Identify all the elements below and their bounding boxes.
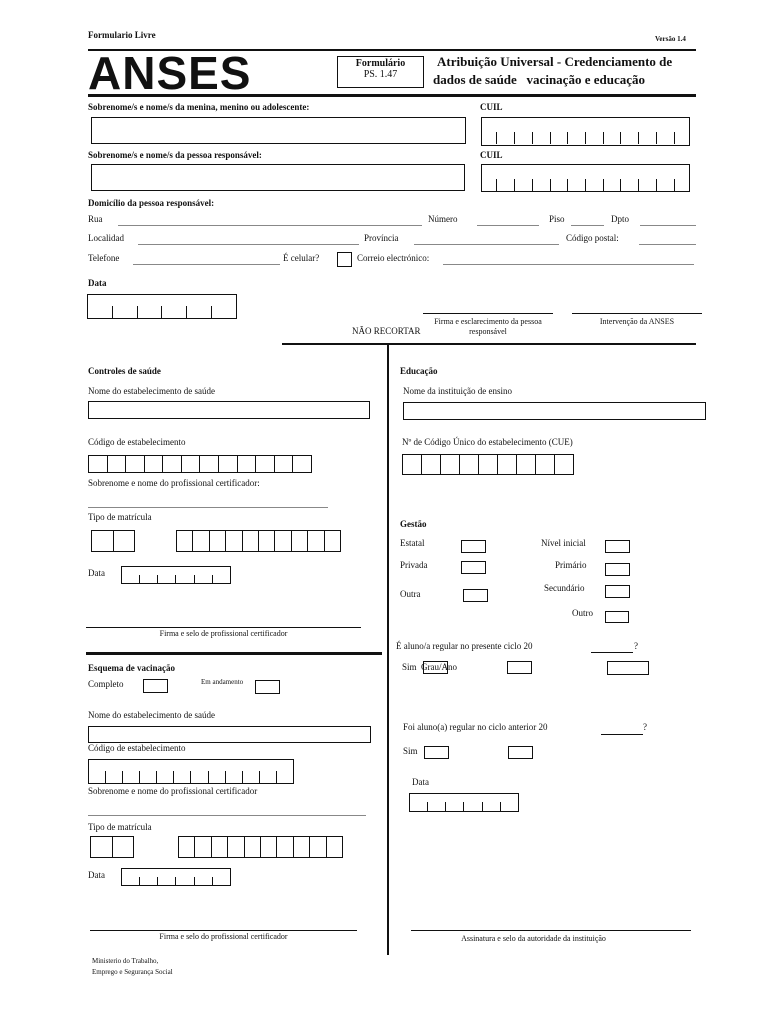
anses-logo: ANSES: [88, 47, 252, 99]
address-label: Domicílio da pessoa responsável:: [88, 198, 215, 208]
celular-checkbox[interactable]: [337, 252, 352, 267]
sim2-checkbox[interactable]: [424, 746, 449, 759]
education-cue-field[interactable]: [402, 454, 574, 475]
date-field-top[interactable]: [87, 294, 237, 319]
telefone-label: Telefone: [88, 253, 120, 263]
dpto-label: Dpto: [611, 214, 629, 224]
piso-field[interactable]: [571, 225, 604, 226]
health-matricula-type-field[interactable]: [91, 530, 135, 552]
celular-label: É celular?: [283, 253, 320, 263]
aluno-regular-label: É aluno/a regular no presente ciclo 20: [396, 641, 533, 651]
numero-label: Número: [428, 214, 458, 224]
vaccine-matricula-type-field[interactable]: [90, 836, 134, 858]
column-divider: [387, 345, 389, 955]
vaccine-sign-line: [90, 930, 357, 931]
localidad-label: Localidad: [88, 233, 124, 243]
numero-field[interactable]: [477, 225, 539, 226]
form-code: PS. 1.47: [363, 69, 398, 80]
responsible-cuil-field[interactable]: [481, 164, 690, 192]
correio-label: Correio electrónico:: [357, 253, 430, 263]
education-inst-name-field[interactable]: [403, 402, 706, 420]
cuil-ticks: [482, 132, 689, 145]
footer-line2: Emprego e Segurança Social: [92, 968, 173, 976]
provincia-label: Província: [364, 233, 399, 243]
form-label: Formulário: [355, 58, 406, 69]
q-mark-1: ?: [634, 641, 638, 651]
vaccine-code-ticks: [89, 771, 293, 784]
vaccine-andamento-checkbox[interactable]: [255, 680, 280, 694]
education-date-field[interactable]: [409, 793, 519, 812]
cut-line: [282, 343, 696, 345]
nivel-inicial-label: Nível inicial: [541, 538, 586, 548]
health-estab-name-label: Nome do estabelecimento de saúde: [88, 386, 215, 396]
responsible-name-field[interactable]: [91, 164, 465, 191]
child-name-field[interactable]: [91, 117, 466, 144]
education-inst-name-label: Nome da instituição de ensino: [403, 386, 512, 396]
ciclo-anterior-year-field[interactable]: [601, 734, 643, 735]
health-estab-code-field[interactable]: [88, 455, 312, 473]
health-tipo-matricula-label: Tipo de matrícula: [88, 512, 152, 522]
vaccine-prof-name-label: Sobrenome e nome do profissional certificador: [88, 786, 258, 796]
cuil-label: CUIL: [480, 102, 503, 112]
outro-label: Outro: [572, 608, 593, 618]
footer-ministry: [92, 956, 173, 978]
education-sign-line: [411, 930, 691, 931]
vaccine-tipo-matricula-label: Tipo de matrícula: [88, 822, 152, 832]
vaccine-data-label: Data: [88, 870, 105, 880]
codigo-postal-label: Código postal:: [566, 233, 619, 243]
health-prof-name-label: Sobrenome e nome do profissional certificador:: [88, 478, 260, 488]
dpto-field[interactable]: [640, 225, 696, 226]
cuil2-ticks: [482, 179, 689, 192]
vaccine-date-ticks: [122, 877, 230, 886]
secundario-checkbox[interactable]: [605, 585, 630, 598]
estatal-checkbox[interactable]: [461, 540, 486, 553]
foi-aluno-label: Foi aluno(a) regular no ciclo anterior 20: [403, 722, 548, 732]
nao2-checkbox[interactable]: [508, 746, 533, 759]
vaccine-sign-label: Firma e selo do profissional certificador: [159, 932, 288, 941]
health-estab-code-label: Código de estabelecimento: [88, 437, 186, 447]
telefone-field[interactable]: [133, 264, 280, 265]
health-date-ticks: [122, 575, 230, 584]
education-title: Educação: [400, 366, 438, 376]
secundario-label: Secundário: [544, 583, 585, 593]
localidad-field[interactable]: [138, 244, 359, 245]
privada-checkbox[interactable]: [461, 561, 486, 574]
intervencao-label: Intervenção da ANSES: [599, 317, 675, 326]
education-data-label: Data: [412, 777, 429, 787]
q-mark-2: ?: [643, 722, 647, 732]
form-type-label: Formulario Livre: [88, 30, 156, 40]
nao1-checkbox[interactable]: [507, 661, 532, 674]
health-prof-name-field[interactable]: [88, 507, 328, 508]
child-name-label: Sobrenome/s e nome/s da menina, menino ou adolescente:: [88, 102, 310, 112]
vaccine-andamento-label: Em andamento: [201, 678, 244, 686]
rua-label: Rua: [88, 214, 103, 224]
outra-checkbox[interactable]: [463, 589, 488, 602]
outra-label: Outra: [400, 589, 421, 599]
form-title-line1: Atribuição Universal - Credenciamento de: [437, 54, 673, 69]
education-cue-label: Nº de Código Único do estabelecimento (CUE): [402, 437, 573, 447]
data-label-top: Data: [88, 278, 107, 288]
health-matricula-number-field[interactable]: [176, 530, 341, 552]
vaccine-matricula-number-field[interactable]: [178, 836, 343, 858]
health-date-field[interactable]: [121, 566, 231, 584]
outro-checkbox[interactable]: [605, 611, 629, 623]
sim1-label: Sim: [402, 662, 417, 672]
education-sign-label: Assinatura e selo da autoridade da instituição: [461, 934, 606, 943]
date-ticks-top: [88, 306, 236, 319]
vaccine-completo-checkbox[interactable]: [143, 679, 168, 693]
version-label: Versão 1.4: [655, 35, 686, 43]
form-code-box: [337, 56, 424, 88]
provincia-field[interactable]: [414, 244, 559, 245]
ciclo-year-field[interactable]: [591, 652, 633, 653]
vaccine-estab-name-label: Nome do estabelecimento de saúde: [88, 710, 215, 720]
form-title-line2: dados de saúde vacinação e educação: [433, 72, 645, 87]
vaccine-date-field[interactable]: [121, 868, 231, 886]
correio-field[interactable]: [443, 264, 694, 265]
privada-label: Privada: [400, 560, 428, 570]
nivel-inicial-checkbox[interactable]: [605, 540, 630, 553]
health-sign-label: Firma e selo de profissional certificador: [159, 629, 288, 638]
gestao-title: Gestão: [400, 519, 427, 529]
health-data-label: Data: [88, 568, 105, 578]
responsible-name-label: Sobrenome/s e nome/s da pessoa responsável:: [88, 150, 262, 160]
education-date-ticks: [410, 802, 518, 812]
firma-line: [423, 313, 553, 314]
footer-line1: Ministerio do Trabalho,: [92, 957, 159, 965]
sim2-label: Sim: [403, 746, 418, 756]
vaccine-estab-code-field[interactable]: [88, 759, 294, 784]
grau-ano-field[interactable]: [607, 661, 649, 675]
vaccine-estab-name-field[interactable]: [88, 726, 371, 743]
health-title: Controles de saúde: [88, 366, 161, 376]
intervencao-line: [572, 313, 702, 314]
vaccine-prof-name-field[interactable]: [88, 815, 366, 816]
firma-label: Firma e esclarecimento da pessoa responsável: [434, 317, 542, 336]
vaccine-estab-code-label: Código de estabelecimento: [88, 743, 186, 753]
cuil2-label: CUIL: [480, 150, 503, 160]
grau-ano-label: Grau/Ano: [421, 662, 457, 672]
codigo-postal-field[interactable]: [639, 244, 696, 245]
vaccine-title: Esquema de vacinação: [88, 663, 176, 673]
rua-field[interactable]: [118, 225, 422, 226]
vaccine-completo-label: Completo: [88, 679, 124, 689]
child-cuil-field[interactable]: [481, 117, 690, 146]
nao-recortar-label: NÃO RECORTAR: [352, 326, 421, 336]
primario-label: Primário: [555, 560, 587, 570]
piso-label: Piso: [549, 214, 565, 224]
estatal-label: Estatal: [400, 538, 425, 548]
health-sign-line: [86, 627, 361, 628]
primario-checkbox[interactable]: [605, 563, 630, 576]
header-bottom-rule: [88, 94, 696, 97]
health-vaccine-divider: [86, 652, 382, 655]
health-estab-name-field[interactable]: [88, 401, 370, 419]
